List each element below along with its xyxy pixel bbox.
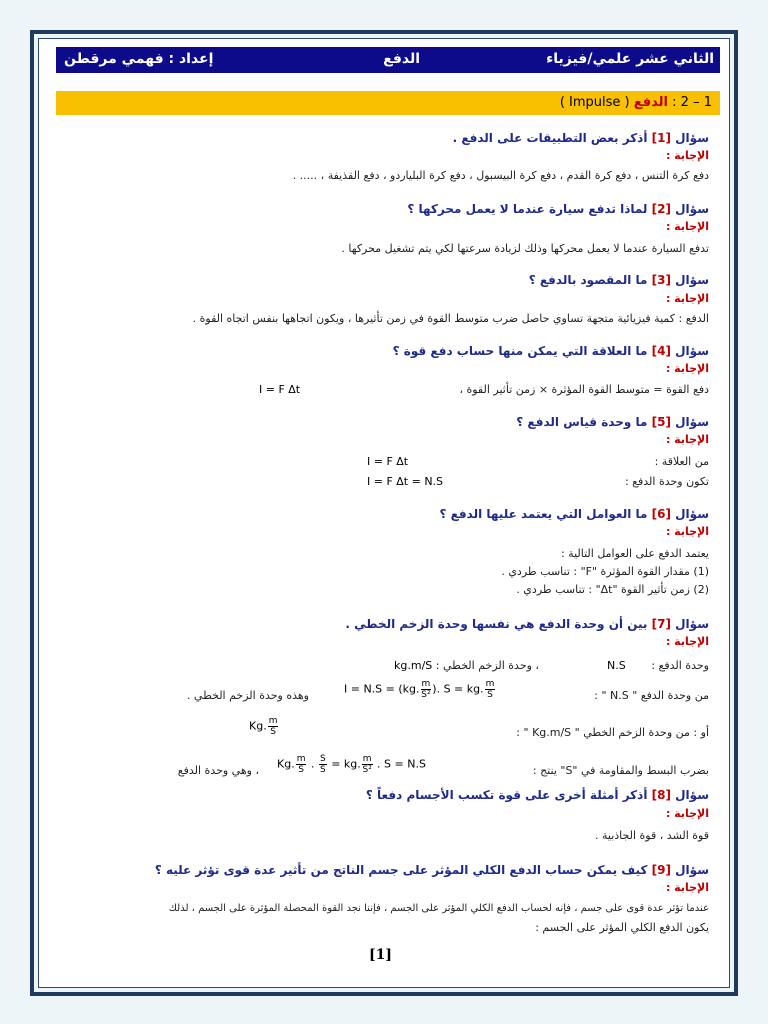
answer-7-line-2: ، وحدة الزخم الخطي : <box>435 659 539 672</box>
answer-6-line-3: (2) زمن تأثير القوة "Δt" : تناسب طردي . <box>516 583 709 596</box>
question-3: سؤال [3] ما المقصود بالدفع ؟ <box>528 273 709 287</box>
question-4: سؤال [4] ما العلاقة التي يمكن منها حساب دفع قوة ؟ <box>392 344 709 358</box>
equation-5-1: I = F Δt <box>367 455 409 468</box>
answer-label-8: الإجابة : <box>665 807 709 820</box>
answer-9-line-2: يكون الدفع الكلي المؤثر على الجسم : <box>535 921 709 934</box>
question-5: سؤال [5] ما وحدة قياس الدفع ؟ <box>516 415 709 429</box>
equation-7-3: Kg. $\frac{m}{S}$ . $\frac{S}{S}$ = kg. $\frac{m}{\text{S²}}$ . S = N.S <box>277 754 426 775</box>
answer-8-line-1: قوة الشد ، قوة الجاذبية . <box>595 829 709 842</box>
question-7: سؤال [7] بين أن وحدة الدفع هي نفسها وحدة الزخم الخطي . <box>345 617 709 631</box>
answer-7-line-7: ، وهي وحدة الدفع <box>177 764 259 777</box>
answer-label-9: الإجابة : <box>665 881 709 894</box>
question-8: سؤال [8] أذكر أمثلة أخرى على قوة تكسب الأجسام دفعاً ؟ <box>365 788 709 802</box>
equation-7-1: I = N.S = (kg. $\frac{m}{\text{S²}}$ ). S = kg. $\frac{m}{S}$ <box>344 679 495 700</box>
answer-6-line-2: (1) مقدار القوة المؤثرة "F" : تناسب طردي . <box>501 565 709 578</box>
answer-label-4: الإجابة : <box>665 362 709 375</box>
section-title-ar: الدفع <box>633 95 669 110</box>
answer-3-line-1: الدفع : كمية فيزيائية متجهة تساوي حاصل ضرب متوسط القوة في زمن تأثيرها ، ويكون اتجاهها بنفس اتجاه القوة . <box>192 312 709 325</box>
section-banner <box>56 91 720 115</box>
header-author: إعداد : فهمي مرقطن <box>64 51 214 67</box>
answer-label-1: الإجابة : <box>665 149 709 162</box>
question-1: سؤال [1] أذكر بعض التطبيقات على الدفع . <box>452 131 709 145</box>
answer-2-line-1: تدفع السيارة عندما لا يعمل محركها وذلك لزيادة سرعتها لكي يتم تشغيل محركها . <box>341 242 709 255</box>
answer-label-5: الإجابة : <box>665 433 709 446</box>
unit-ns: N.S <box>607 659 626 672</box>
answer-7-line-4: وهذه وحدة الزخم الخطي . <box>186 689 309 702</box>
answer-7-line-6: بضرب البسط والمقاومة في "S" ينتج : <box>532 764 709 777</box>
section-number: 1 – 2 : <box>672 95 712 110</box>
question-2: سؤال [2] لماذا تدفع سيارة عندما لا يعمل محركها ؟ <box>407 202 709 216</box>
answer-4-line-1: دفع القوة = متوسط القوة المؤثرة × زمن تأثير القوة ، <box>459 383 709 396</box>
section-title-en: ( Impulse ) <box>559 95 630 110</box>
page-number: [1] <box>369 947 392 963</box>
equation-7-2: Kg. $\frac{m}{S}$ <box>249 716 278 737</box>
answer-label-7: الإجابة : <box>665 635 709 648</box>
answer-label-3: الإجابة : <box>665 292 709 305</box>
answer-label-6: الإجابة : <box>665 525 709 538</box>
page-header <box>56 47 720 73</box>
question-6: سؤال [6] ما العوامل التي يعتمد عليها الدفع ؟ <box>439 507 709 521</box>
answer-5-line-1: من العلاقة : <box>654 455 709 468</box>
header-title: الثاني عشر علمي/فيزياء <box>546 51 714 67</box>
question-9: سؤال [9] كيف يمكن حساب الدفع الكلي المؤثر على جسم الناتج من تأثير عدة قوى تؤثر عليه ؟ <box>154 863 709 877</box>
equation-5-2: I = F Δt = N.S <box>367 475 444 488</box>
answer-1-line-1: دفع كرة التنس ، دفع كرة القدم ، دفع كرة البيسبول ، دفع كرة البلياردو ، دفع القذيفة ، ..... . <box>292 169 709 182</box>
unit-kgms: kg.m/S <box>394 659 433 672</box>
answer-5-line-2: تكون وحدة الدفع : <box>624 475 709 488</box>
answer-7-line-5: أو : من وحدة الزخم الخطي " Kg.m/S " : <box>516 726 709 739</box>
answer-6-line-1: يعتمد الدفع على العوامل التالية : <box>560 547 709 560</box>
answer-9-line-1: عندما تؤثر عدة قوى على جسم ، فإنه لحساب الدفع الكلي المؤثر على الجسم ، فإننا نجد القوة المحصلة المؤثرة على الجسم ، لذلك <box>168 903 709 914</box>
page-border <box>30 30 738 996</box>
answer-label-2: الإجابة : <box>665 220 709 233</box>
answer-7-line-3: من وحدة الدفع " N.S " : <box>594 689 709 702</box>
header-topic: الدفع <box>383 51 420 67</box>
answer-7-line-1: وحدة الدفع : <box>651 659 709 672</box>
impulse-equation: I = F Δt <box>259 383 301 396</box>
page-sheet <box>38 38 730 988</box>
